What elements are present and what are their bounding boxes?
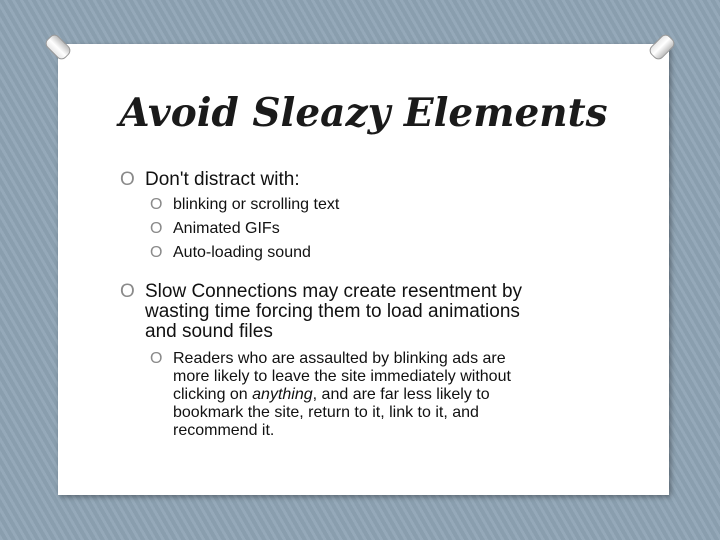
sub-bullet-item [150, 196, 550, 216]
sub-bullet-text-part: clicking on [173, 386, 253, 403]
sub-bullet-item [150, 350, 620, 442]
bullet-o-icon: O [150, 244, 163, 261]
sub-bullet-text-line: recommend it. [173, 422, 275, 439]
bullet-item [120, 170, 520, 192]
slide-title: Avoid Sleazy Elements [119, 90, 608, 136]
bullet-item [120, 282, 640, 344]
bullet-text-line: and sound files [145, 321, 273, 342]
bullet-text-line: wasting time forcing them to load animations [145, 301, 520, 322]
sub-bullet-text-line: Readers who are assaulted by blinking ads are [173, 350, 506, 367]
sub-bullet-text: Animated GIFs [173, 220, 280, 237]
bullet-o-icon: O [120, 169, 135, 190]
bullet-text: Don't distract with: [145, 169, 300, 190]
bullet-o-icon: O [150, 196, 163, 213]
sub-bullet-text-line: more likely to leave the site immediately without [173, 368, 511, 385]
sub-bullet-text-line: bookmark the site, return to it, link to it, and [173, 404, 479, 421]
bullet-o-icon: O [120, 281, 135, 302]
sub-bullet-text: Auto-loading sound [173, 244, 311, 261]
sub-bullet-text-part: , and are far less likely to [312, 386, 490, 403]
bullet-text-line: Slow Connections may create resentment by [145, 281, 523, 302]
sub-bullet-text: blinking or scrolling text [173, 196, 340, 213]
sub-bullet-item [150, 244, 550, 264]
sub-bullet-text-line [173, 386, 490, 404]
emphasized-word: anything [252, 386, 313, 403]
bullet-o-icon: O [150, 350, 163, 367]
bullet-o-icon: O [150, 220, 163, 237]
sub-bullet-item [150, 220, 550, 240]
